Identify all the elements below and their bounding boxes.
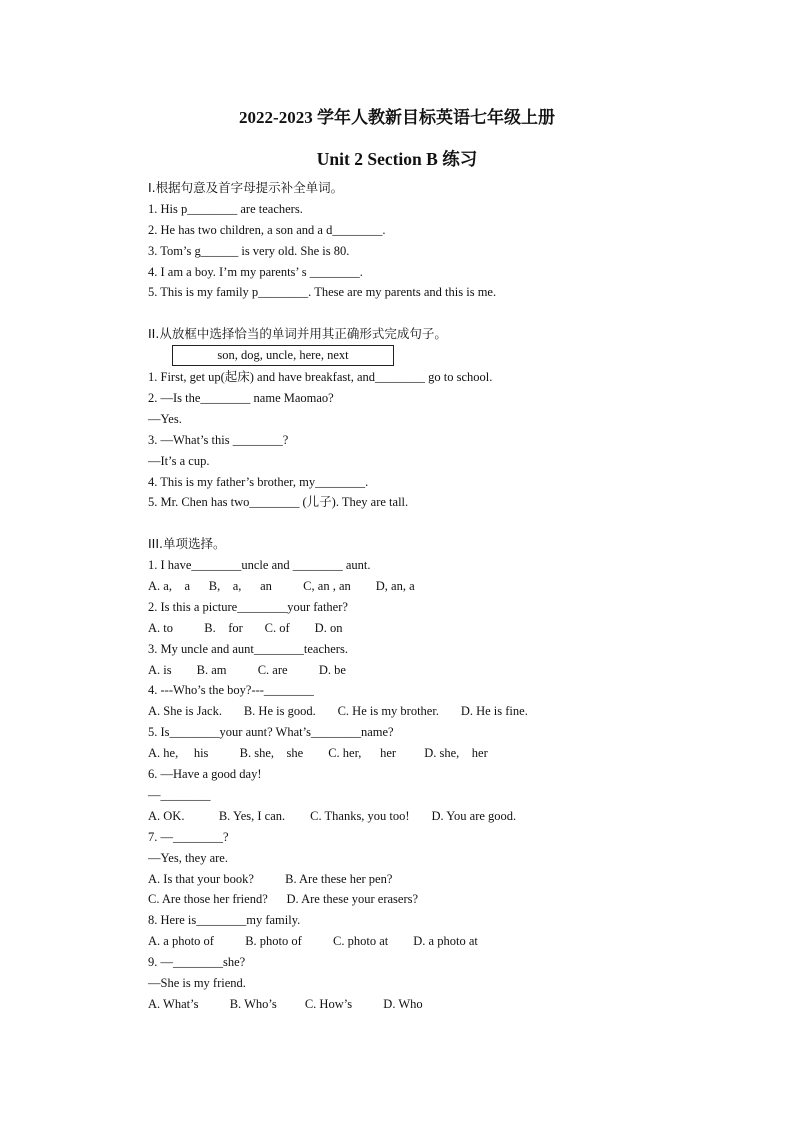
section-2-item: 2. —Is the________ name Maomao?: [148, 391, 334, 406]
section-3-question: 7. —________?: [148, 829, 229, 844]
section-1-item: 5. This is my family p________. These are my parents and this is me.: [148, 285, 497, 300]
section-1-item: 2. He has two children, a son and a d________.: [148, 222, 386, 237]
section-3-options: C. Are those her friend? D. Are these your erasers?: [148, 892, 419, 907]
document-title: 2022-2023 学年人教新目标英语七年级上册: [239, 108, 555, 127]
section-3-question: 5. Is________your aunt? What’s________name?: [148, 725, 394, 740]
document-subtitle: Unit 2 Section B 练习: [316, 149, 478, 169]
section-1-heading: I.根据句意及首字母提示补全单词。: [148, 180, 344, 195]
section-3-question: 8. Here is________my family.: [148, 913, 301, 928]
section-3-question: 1. I have________uncle and ________ aunt.: [148, 558, 371, 573]
section-3-question: 3. My uncle and aunt________teachers.: [148, 641, 348, 656]
spacer: [148, 513, 748, 534]
section-2-item: 5. Mr. Chen has two________ (儿子). They are tall.: [148, 495, 409, 510]
section-3-options: A. he, his B. she, she C. her, her D. she, her: [148, 746, 488, 761]
section-3-options: A. What’s B. Who’s C. How’s D. Who: [148, 996, 423, 1011]
section-3-question: 6. —Have a good day!: [148, 767, 262, 782]
section-3-question: 9. —________she?: [148, 955, 246, 970]
section-2-item: —It’s a cup.: [148, 453, 210, 468]
section-1-item: 3. Tom’s g______ is very old. She is 80.: [148, 243, 350, 258]
section-1-item: 4. I am a boy. I’m my parents’ s ________.: [148, 264, 363, 279]
section-3-question: 2. Is this a picture________your father?: [148, 599, 348, 614]
section-3-options: A. She is Jack. B. He is good. C. He is my brother. D. He is fine.: [148, 704, 528, 719]
spacer: [148, 303, 748, 324]
section-3-answer-line: —She is my friend.: [148, 975, 246, 990]
section-3-options: A. OK. B. Yes, I can. C. Thanks, you too! D. You are good.: [148, 808, 517, 823]
section-2-item: 1. First, get up(起床) and have breakfast, and________ go to school.: [148, 370, 493, 385]
section-3-answer-line: —________: [148, 787, 211, 802]
word-box: son, dog, uncle, here, next: [172, 345, 394, 366]
section-3-question: 4. ---Who’s the boy?---________: [148, 683, 314, 698]
section-3-options: A. a photo of B. photo of C. photo at D. a photo at: [148, 934, 478, 949]
section-1-item: 1. His p________ are teachers.: [148, 201, 303, 216]
section-2-item: 4. This is my father’s brother, my________.: [148, 474, 369, 489]
section-3-options: A. is B. am C. are D. be: [148, 662, 346, 677]
section-3-options: A. a, a B, a, an C, an , an D, an, a: [148, 579, 415, 594]
section-3-answer-line: —Yes, they are.: [148, 850, 228, 865]
section-3-heading: III.单项选择。: [148, 536, 226, 552]
section-2-item: 3. —What’s this ________?: [148, 432, 289, 447]
section-3-options: A. to B. for C. of D. on: [148, 620, 343, 635]
exercise-content: [148, 178, 748, 1015]
section-3-options: A. Is that your book? B. Are these her pen?: [148, 871, 393, 886]
section-2-heading: II.从放框中选择恰当的单词并用其正确形式完成句子。: [148, 326, 447, 342]
section-2-item: —Yes.: [148, 411, 182, 426]
